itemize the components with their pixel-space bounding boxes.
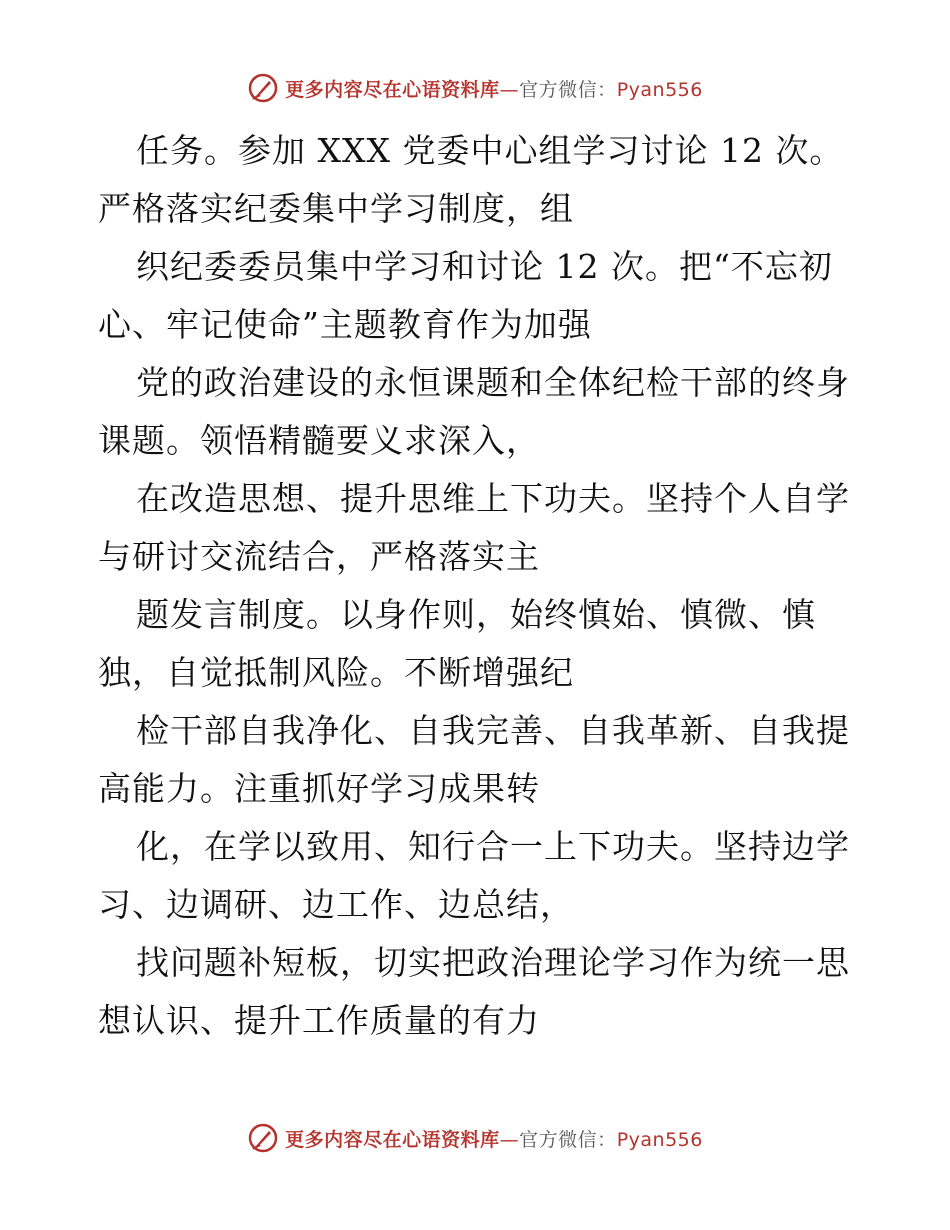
paragraph-line: 与研讨交流结合，严格落实主 (98, 537, 540, 576)
paragraph-line: 党的政治建设的永恒课题和全体纪检干部的终身 (136, 363, 850, 402)
quill-seal-icon (247, 1122, 279, 1154)
paragraph-line: 化，在学以致用、知行合一上下功夫。坚持边学 (136, 827, 850, 866)
paragraph-line: 严格落实纪委集中学习制度，组 (98, 189, 574, 228)
paragraph (98, 354, 858, 470)
watermark-brand: 更多内容尽在心语资料库 (285, 1128, 500, 1151)
watermark-wechat-id: Pyan556 (616, 78, 703, 101)
watermark-text (285, 75, 703, 102)
watermark-wechat-id: Pyan556 (616, 1128, 703, 1151)
watermark-text (285, 1125, 703, 1152)
paragraph (98, 702, 858, 818)
paragraph-line: 找问题补短板，切实把政治理论学习作为统一思 (136, 943, 850, 982)
paragraph (98, 238, 858, 354)
footer-watermark (0, 1122, 950, 1154)
document-body (98, 122, 858, 1050)
paragraph-line: 高能力。注重抓好学习成果转 (98, 769, 540, 808)
watermark-wechat-label: 官方微信： (519, 78, 617, 101)
watermark-wechat-label: 官方微信： (519, 1128, 617, 1151)
paragraph-line: 检干部自我净化、自我完善、自我革新、自我提 (136, 711, 850, 750)
paragraph-line: 题发言制度。以身作则，始终慎始、慎微、慎 (136, 595, 816, 634)
paragraph-line: 在改造思想、提升思维上下功夫。坚持个人自学 (136, 479, 850, 518)
paragraph-line: 心、牢记使命”主题教育作为加强 (98, 305, 592, 344)
paragraph (98, 818, 858, 934)
watermark-brand: 更多内容尽在心语资料库 (285, 78, 500, 101)
paragraph-line: 任务。参加 XXX 党委中心组学习讨论 12 次。 (136, 131, 844, 170)
paragraph-line: 课题。领悟精髓要义求深入， (98, 421, 540, 460)
paragraph-line: 独，自觉抵制风险。不断增强纪 (98, 653, 574, 692)
paragraph (98, 470, 858, 586)
paragraph-line: 织纪委委员集中学习和讨论 12 次。把“不忘初 (136, 247, 833, 286)
quill-seal-icon (247, 72, 279, 104)
watermark-dash: — (499, 1128, 520, 1151)
paragraph (98, 934, 858, 1050)
paragraph (98, 122, 858, 238)
paragraph-line: 想认识、提升工作质量的有力 (98, 1001, 540, 1040)
paragraph-line: 习、边调研、边工作、边总结， (98, 885, 574, 924)
watermark-dash: — (499, 78, 520, 101)
header-watermark (0, 72, 950, 104)
paragraph (98, 586, 858, 702)
